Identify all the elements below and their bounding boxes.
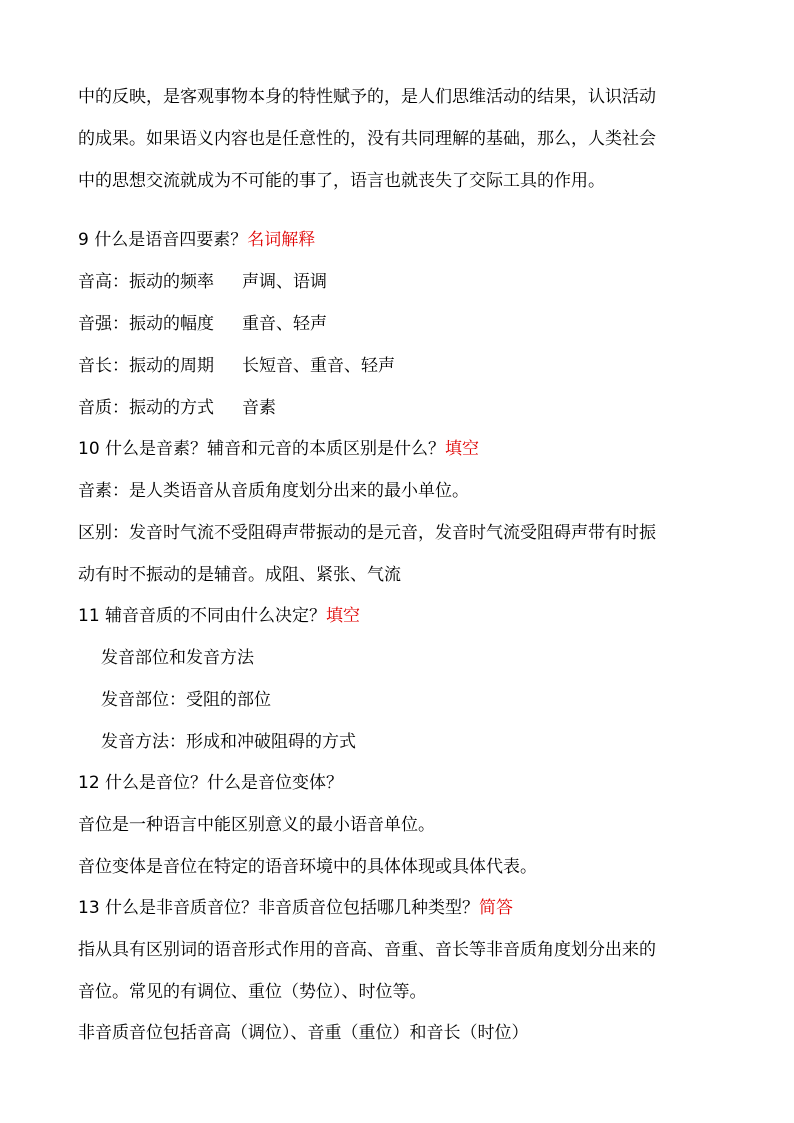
question-text: 9 什么是语音四要素？	[78, 230, 248, 250]
question-text: 10 什么是音素？辅音和元音的本质区别是什么？	[78, 439, 446, 459]
answer-line: 音位是一种语言中能区别意义的最小语音单位。	[78, 815, 435, 835]
question-text: 11 辅音音质的不同由什么决定？	[78, 606, 327, 626]
element-term: 音质：振动的方式	[78, 398, 214, 418]
element-term: 音强：振动的幅度	[78, 314, 214, 334]
paragraph-line: 中的思想交流就成为不可能的事了，语言也就丧失了交际工具的作用。	[78, 171, 605, 191]
answer-line: 非音质音位包括音高（调位）、音重（重位）和音长（时位）	[78, 1023, 529, 1043]
question-type-tag: 填空	[326, 606, 361, 626]
question-heading	[78, 228, 315, 252]
element-effect: 声调、语调	[242, 272, 327, 292]
question-text: 13 什么是非音质音位？非音质音位包括哪几种类型？	[78, 898, 480, 918]
answer-line: 发音方法：形成和冲破阻碍的方式	[101, 732, 356, 752]
answer-line: 发音部位：受阻的部位	[101, 690, 271, 710]
answer-line	[78, 354, 395, 378]
answer-line	[78, 270, 327, 294]
answer-line: 音素：是人类语音从音质角度划分出来的最小单位。	[78, 481, 469, 501]
answer-line	[78, 396, 276, 420]
question-heading	[78, 437, 479, 461]
question-type-tag: 名词解释	[247, 230, 316, 250]
answer-line: 音位变体是音位在特定的语音环境中的具体体现或具体代表。	[78, 857, 537, 877]
question-type-tag: 填空	[445, 439, 480, 459]
answer-line: 发音部位和发音方法	[101, 648, 254, 668]
question-type-tag: 简答	[479, 898, 514, 918]
answer-line: 动有时不振动的是辅音。成阻、紧张、气流	[78, 565, 401, 585]
element-effect: 重音、轻声	[242, 314, 327, 334]
element-effect: 音素	[242, 398, 276, 418]
element-term: 音高：振动的频率	[78, 272, 214, 292]
question-text: 12 什么是音位？什么是音位变体？	[78, 773, 344, 793]
question-heading	[78, 604, 360, 628]
answer-line: 区别：发音时气流不受阻碍声带振动的是元音，发音时气流受阻碍声带有时振	[78, 523, 656, 543]
question-heading	[78, 896, 513, 920]
element-effect: 长短音、重音、轻声	[242, 356, 395, 376]
answer-line: 音位。常见的有调位、重位（势位）、时位等。	[78, 982, 427, 1002]
answer-line	[78, 312, 327, 336]
element-term: 音长：振动的周期	[78, 356, 214, 376]
question-heading	[78, 771, 343, 795]
answer-line: 指从具有区别词的语音形式作用的音高、音重、音长等非音质角度划分出来的	[78, 940, 656, 960]
paragraph-line: 中的反映，是客观事物本身的特性赋予的，是人们思维活动的结果，认识活动	[78, 87, 656, 107]
paragraph-line: 的成果。如果语义内容也是任意性的，没有共同理解的基础，那么，人类社会	[78, 129, 656, 149]
